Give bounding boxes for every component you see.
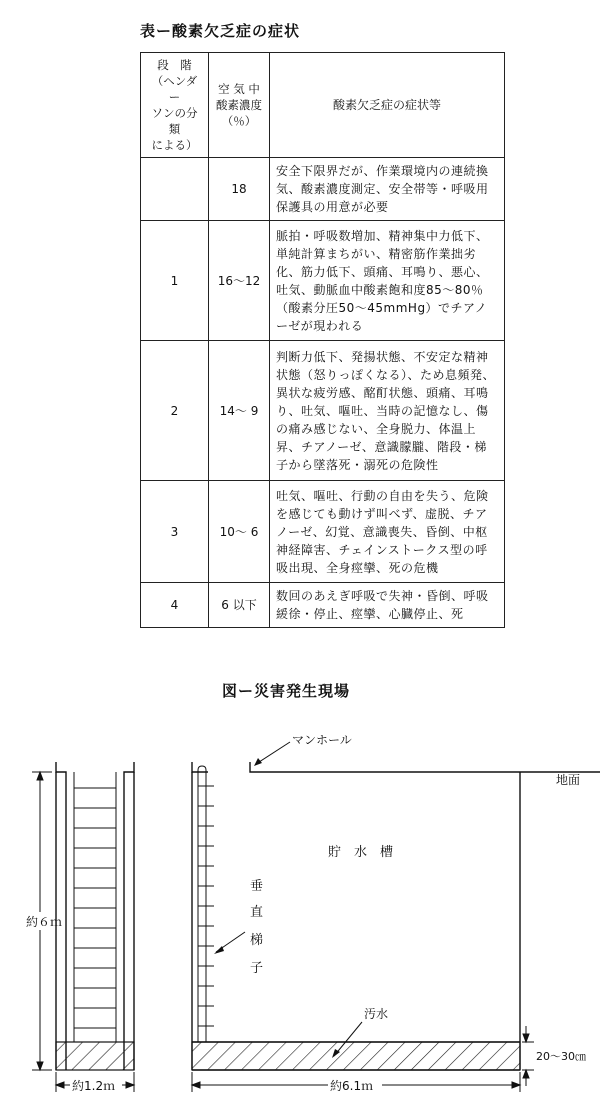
row-concentration: 14〜 9 [209,341,270,481]
svg-text:垂: 垂 [250,879,264,894]
row-stage: 4 [141,583,209,628]
row-concentration: 10〜 6 [209,481,270,583]
tank-label: 貯 水 槽 [328,845,394,860]
oxygen-deficiency-table [140,52,505,628]
row-concentration: 18 [209,158,270,221]
svg-text:子: 子 [250,961,264,976]
manhole-label: マンホール [292,733,352,747]
svg-text:直: 直 [250,905,264,920]
sewage-label: 汚水 [364,1007,389,1021]
row-stage: 2 [141,341,209,481]
table-row [141,583,505,628]
table-row [141,481,505,583]
table-row [141,341,505,481]
table-row [141,158,505,221]
row-symptoms: 吐気、嘔吐、行動の自由を失う、危険を感じても動けず叫べず、虚脱、チアノーゼ、幻覚、意識喪失、昏倒、中枢神経障害、チェインストークス型の呼吸出現、全身痙攣、死の危機 [270,481,505,583]
table-title: 表ー酸素欠乏症の症状 [140,22,301,40]
table-row [141,221,505,341]
figure-title: 図ー災害発生現場 [222,682,351,700]
shaft-ladder [74,772,116,1042]
accident-site-diagram [0,700,612,1110]
header-stage: 段 階 （ヘンダー ソンの分類 による） [141,53,209,158]
svg-text:梯: 梯 [250,933,264,948]
row-stage: 1 [141,221,209,341]
row-symptoms: 判断力低下、発揚状態、不安定な精神状態（怒りっぽくなる）、ため息頻発、異状な疲労感、酩酊状態、頭痛、耳鳴り、吐気、嘔吐、当時の記憶なし、傷の痛み感じない、全身脱力、体温上昇、チアノーゼ、意識朦朧、階段・梯子から墜落死・溺死の危険性 [270,341,505,481]
ground-label: 地面 [556,773,581,787]
depth-dimension [522,1026,534,1086]
ladder-label [250,879,263,976]
depth-label: 20〜30㎝ [536,1050,586,1063]
header-symptoms: 酸素欠乏症の症状等 [270,53,505,158]
vertical-ladder [198,766,214,1042]
row-stage: 3 [141,481,209,583]
row-stage [141,158,209,221]
left-width-label: 約1.2ｍ [72,1079,116,1093]
row-symptoms: 安全下限界だが、作業環境内の連続換気、酸素濃度測定、安全帯等・呼吸用保護具の用意が必要 [270,158,505,221]
table-header-row [141,53,505,158]
row-concentration: 6 以下 [209,583,270,628]
row-concentration: 16〜12 [209,221,270,341]
row-symptoms: 数回のあえぎ呼吸で失神・昏倒、呼吸緩徐・停止、痙攣、心臓停止、死 [270,583,505,628]
header-concentration: 空 気 中 酸素濃度 （％） [209,53,270,158]
shaft-section [56,762,134,1070]
height-label: 約６ｍ [26,915,63,929]
row-symptoms: 脈拍・呼吸数増加、精神集中力低下、単純計算まちがい、精密筋作業拙劣化、筋力低下、頭痛、耳鳴り、悪心、吐気、動脈血中酸素飽和度85〜80％（酸素分圧50〜45mmHg）でチアノーゼが現われる [270,221,505,341]
main-width-label: 約6.1ｍ [330,1079,374,1093]
